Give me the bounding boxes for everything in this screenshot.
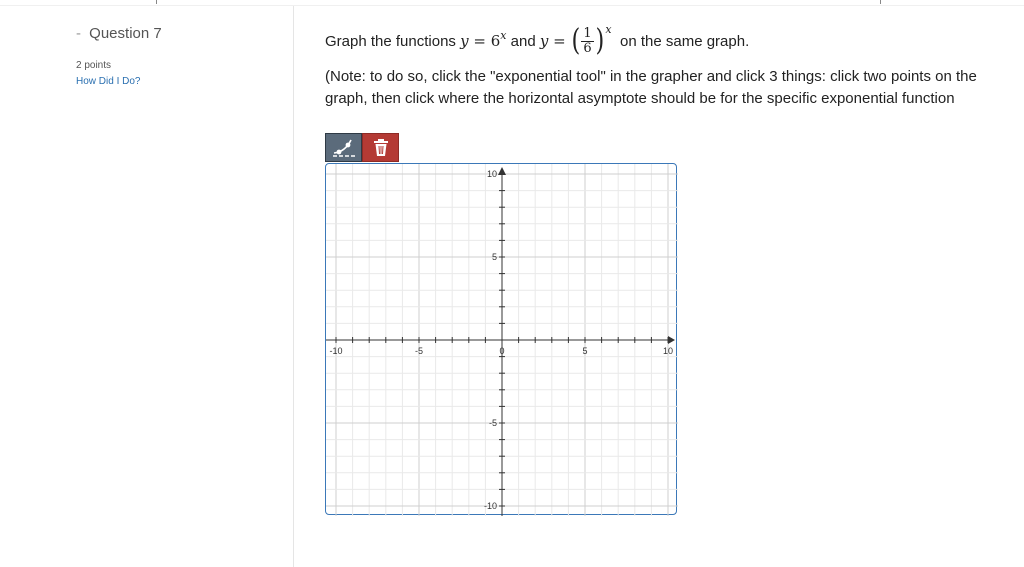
grapher-canvas[interactable] bbox=[325, 163, 677, 515]
left-paren: ( bbox=[571, 23, 580, 58]
fraction-denominator: 6 bbox=[583, 40, 592, 56]
eq2-exponent: x bbox=[605, 22, 612, 36]
x-axis-arrow bbox=[668, 336, 675, 344]
x-tick-label: 10 bbox=[662, 346, 674, 356]
fraction-numerator: 1 bbox=[583, 25, 592, 41]
x-tick-label: 5 bbox=[582, 346, 588, 356]
trash-icon bbox=[372, 138, 390, 158]
eq2-fraction-power bbox=[570, 22, 612, 58]
eq1-exponent: x bbox=[500, 29, 507, 42]
eq1-variable: y bbox=[460, 32, 469, 50]
right-paren: ) bbox=[595, 23, 604, 58]
equation-2 bbox=[540, 32, 566, 50]
y-tick-label: 5 bbox=[491, 252, 497, 262]
x-tick-label: -10 bbox=[329, 346, 343, 356]
y-tick-label: -10 bbox=[483, 501, 497, 511]
top-tick bbox=[880, 0, 881, 4]
y-tick-label: -5 bbox=[488, 418, 497, 428]
coordinate-grid[interactable] bbox=[326, 164, 678, 516]
eq1-equals: = bbox=[473, 32, 486, 50]
exponential-tool-icon bbox=[331, 137, 357, 159]
x-tick-label: -5 bbox=[414, 346, 424, 356]
y-tick-label: 10 bbox=[486, 169, 497, 179]
prompt-connector: and bbox=[510, 32, 536, 50]
prompt-lead: Graph the functions bbox=[325, 32, 456, 50]
fraction bbox=[581, 27, 593, 56]
eq2-equals: = bbox=[553, 32, 566, 50]
question-points: 2 points bbox=[76, 60, 112, 71]
exponential-tool-button[interactable] bbox=[325, 133, 362, 162]
question-prompt bbox=[325, 22, 750, 58]
x-tick-label: 0 bbox=[499, 346, 505, 356]
question-title: Question 7 bbox=[89, 25, 162, 42]
eq2-variable: y bbox=[539, 32, 549, 50]
how-did-i-do-link[interactable]: How Did I Do? bbox=[76, 76, 141, 87]
eq1-base: 6 bbox=[490, 32, 501, 50]
top-rule bbox=[0, 0, 1024, 6]
collapse-dash[interactable]: - bbox=[76, 25, 81, 42]
equation-1 bbox=[460, 29, 507, 50]
prompt-tail: on the same graph. bbox=[619, 32, 750, 50]
top-tick bbox=[156, 0, 157, 4]
prompt-note: (Note: to do so, click the "exponential tool" in the grapher and click 3 things: click two points on the graph, then click where the horizontal asymptote should be for the specific exponential function bbox=[325, 68, 977, 107]
question-header[interactable] bbox=[76, 25, 162, 42]
grapher-toolbar bbox=[325, 133, 399, 162]
delete-tool-button[interactable] bbox=[362, 133, 399, 162]
column-divider bbox=[293, 6, 294, 567]
